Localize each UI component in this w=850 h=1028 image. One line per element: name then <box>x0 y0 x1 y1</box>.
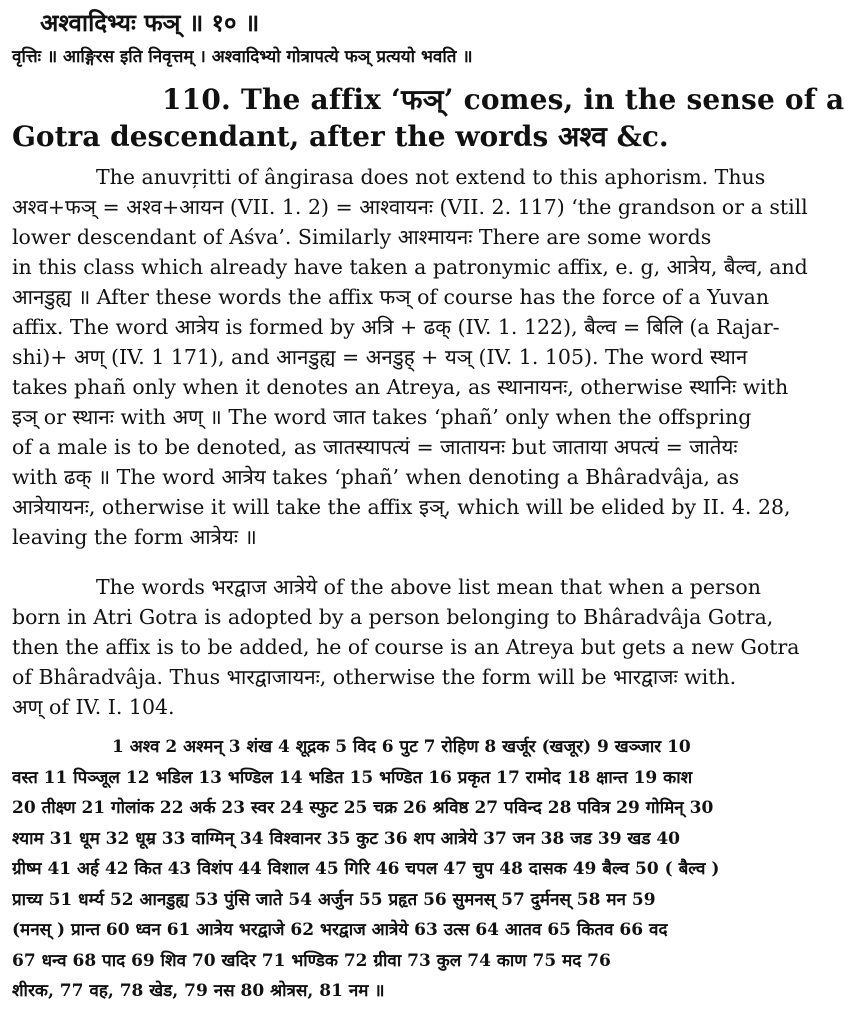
word-list-line: (मनस् ) प्रान्त 60 ध्वन 61 आत्रेय भरद्वाजे 62 भरद्वाज आत्रेये 63 उत्स 64 आतव 65 कितव 66 वद <box>12 920 668 940</box>
paragraph-line: shi)+ अण् (IV. 1 171), and आनडुह्य = अनडुह् + यञ् (IV. 1. 105). The word स्थान <box>12 345 748 369</box>
paragraph-line: leaving the form आत्रेयः ॥ <box>12 525 257 549</box>
word-list-line: वस्त 11 पिञ्जूल 12 भडिल 13 भण्डिल 14 भडित 15 भण्डित 16 प्रकृत 17 रामोद 18 क्षान्त 19 काश <box>12 767 693 788</box>
paragraph-line: The words भरद्वाज आत्रेये of the above list mean that when a person <box>96 575 761 599</box>
vritti-commentary: वृत्तिः ॥ आङ्गिरस इति निवृत्तम् । अश्वादिभ्यो गोत्रापत्ये फञ् प्रत्ययो भवति ॥ <box>12 47 473 67</box>
paragraph-line: born in Atri Gotra is adopted by a person belonging to Bhâradvâja Gotra, <box>12 605 774 629</box>
word-list-line: ग्रीष्म 41 अर्ह 42 कित 43 विशंप 44 विशाल 45 गिरि 46 चपल 47 चुप 48 दासक 49 बैल्व 50 ( बैल्व ) <box>12 859 720 879</box>
paragraph-line: अश्व+फञ् = अश्व+आयन (VII. 1. 2) = आश्वायनः (VII. 2. 117) ‘the grandson or a still <box>12 195 808 219</box>
sutra-title: अश्वादिभ्यः फञ् ॥ १० ॥ <box>40 8 260 37</box>
word-list-line: शीरक, 77 वह, 78 खेड, 79 नस 80 श्रोत्रस, 81 नम ॥ <box>12 981 385 1001</box>
paragraph-line: then the affix is to be added, he of course is an Atreya but gets a new Gotra <box>12 635 800 659</box>
sutra-translation-line-2: Gotra descendant, after the words अश्व &c. <box>12 120 669 153</box>
paragraph-line: lower descendant of Aśva’. Similarly आश्मायनः There are some words <box>12 225 712 249</box>
paragraph-line: आत्रेयायनः, otherwise it will take the affix इञ्, which will be elided by II. 4. 28, <box>12 495 791 519</box>
paragraph-line: इञ् or स्थानः with अण् ॥ The word जात takes ‘phañ’ only when the offspring <box>12 405 752 429</box>
ashvadi-word-list <box>12 732 838 1007</box>
word-list-line: 67 धन्व 68 पाद 69 शिव 70 खदिर 71 भण्डिक 72 ग्रीवा 73 कुल 74 काण 75 मद 76 <box>12 950 611 971</box>
paragraph-line: The anuvŗitti of ângirasa does not extend to this aphorism. Thus <box>96 165 766 189</box>
paragraph-line: with ढक् ॥ The word आत्रेय takes ‘phañ’ when denoting a Bhâradvâja, as <box>12 465 740 489</box>
paragraph-line: आनडुह्य ॥ After these words the affix फञ् of course has the force of a Yuvan <box>12 285 770 309</box>
sutra-translation-line-1: 110. The affix ‘फञ्’ comes, in the sense of a <box>162 83 845 116</box>
paragraph-line: in this class which already have taken a patronymic affix, e. g, आत्रेय, बैल्व, and <box>12 255 808 279</box>
word-list-line: 20 तीक्ष्ण 21 गोलांक 22 अर्क 23 स्वर 24 स्फुट 25 चक्र 26 श्रविष्ठ 27 पविन्द 28 पवित्र 29 गोमिन् 30 <box>12 798 714 818</box>
explanation-paragraph <box>12 162 838 552</box>
paragraph-line: of a male is to be denoted, as जातस्यापत्यं = जातायनः but जाताया अपत्यं = जातेयः <box>12 435 738 459</box>
paragraph-line: of Bhâradvâja. Thus भारद्वाजायनः, otherwise the form will be भारद्वाजः with. <box>12 665 737 689</box>
word-list-line: श्याम 31 धूम 32 धूम्र 33 वाग्मिन् 34 विश्वानर 35 कुट 36 शप आत्रेये 37 जन 38 जड 39 खड 40 <box>12 828 681 849</box>
paragraph-line: affix. The word आत्रेय is formed by अत्रि + ढक् (IV. 1. 122), बैल्व = बिलि (a Rajar- <box>12 315 780 339</box>
paragraph-line: takes phañ only when it denotes an Atreya, as स्थानायनः, otherwise स्थानिः with <box>12 375 789 399</box>
word-list-line: 1 अश्व 2 अश्मन् 3 शंख 4 शूद्रक 5 विद 6 पुट 7 रोहिण 8 खर्जूर (खजूर) 9 खञ्जार 10 <box>112 737 691 757</box>
adoption-paragraph <box>12 572 838 722</box>
word-list-line: प्राच्य 51 धर्म्य 52 आनडुह्य 53 पुंसि जाते 54 अर्जुन 55 प्रहृत 56 सुमनस् 57 दुर्मनस् 58 मन 59 <box>12 889 656 910</box>
paragraph-line: अण् of IV. I. 104. <box>12 695 175 719</box>
